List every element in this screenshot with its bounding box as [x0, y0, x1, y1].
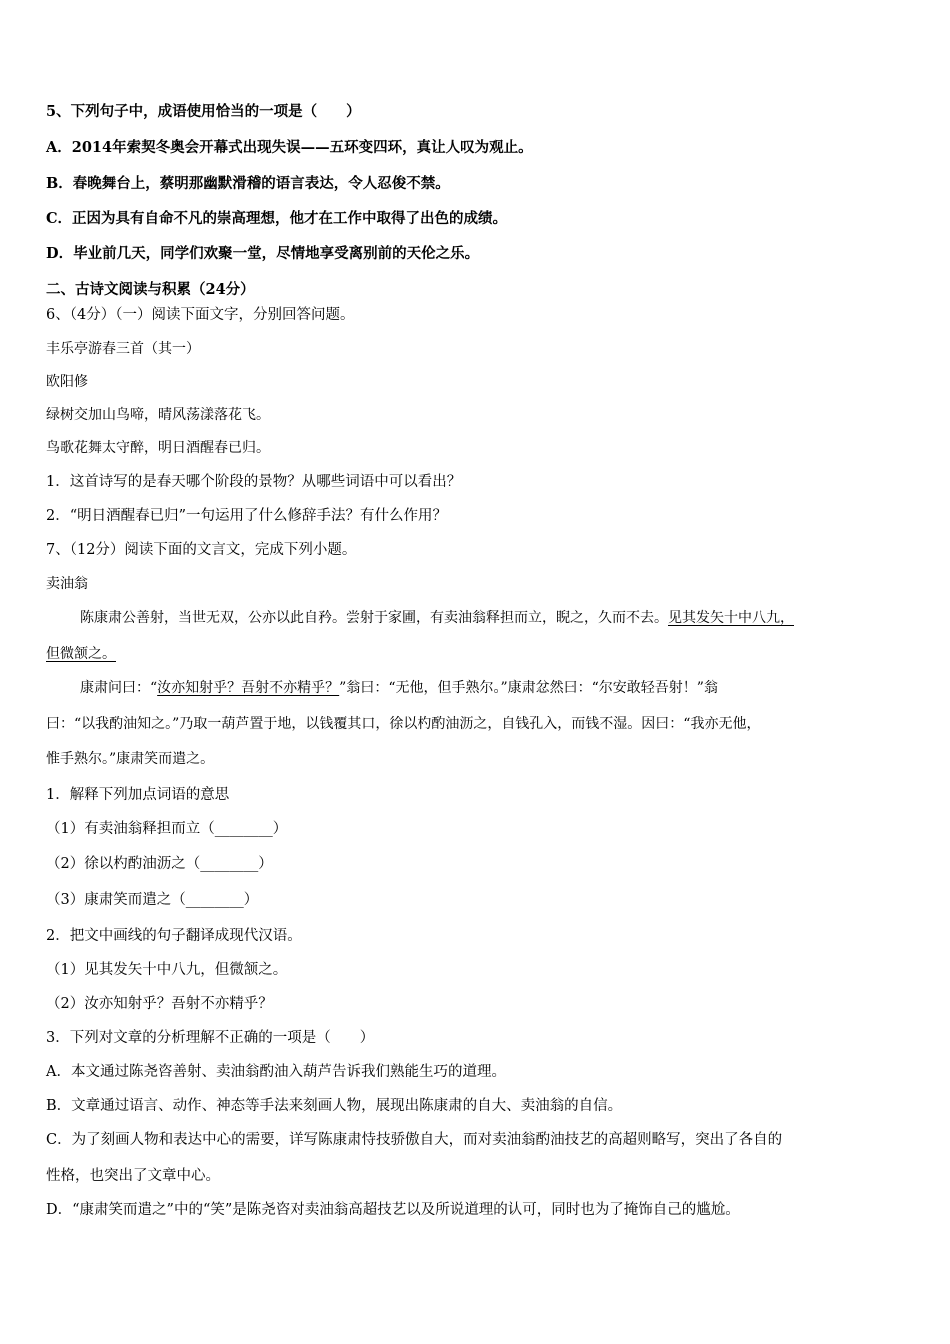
q5-stem: 5、下列句子中，成语使用恰当的一项是（ ） [46, 103, 361, 120]
underlined-sentence-1a: 见其发矢十中八九， [668, 610, 794, 626]
passage-p2-text-b: ”翁曰：“无他，但手熟尔。”康肃忿然曰：“尔安敢轻吾射！”翁 [339, 680, 718, 696]
q7-sub3-option-c-line1: C．为了刻画人物和表达中心的需要，详写陈康肃恃技骄傲自大，而对卖油翁酌油技艺的高超则略写，突出了各自的 [46, 1132, 783, 1148]
passage-p2-line1 [80, 678, 718, 698]
q7-sub3-option-c-line2: 性格，也突出了文章中心。 [46, 1168, 220, 1184]
poem-author: 欧阳修 [46, 374, 88, 390]
underlined-sentence-1b: 但微颔之。 [46, 646, 116, 662]
q7-stem: 7、（12分）阅读下面的文言文，完成下列小题。 [46, 542, 357, 558]
poem-line-2: 鸟歌花舞太守醉，明日酒醒春已归。 [46, 440, 270, 456]
q7-sub3-option-b: B．文章通过语言、动作、神态等手法来刻画人物，展现出陈康肃的自大、卖油翁的自信。 [46, 1098, 623, 1114]
q7-sub1-item-3: （3）康肃笑而遣之（________） [46, 892, 259, 908]
underlined-sentence-2: 汝亦知射乎？吾射不亦精乎？ [157, 680, 340, 696]
passage-p1-line2 [46, 644, 116, 664]
q7-sub2-item-1: （1）见其发矢十中八九，但微颔之。 [46, 962, 288, 978]
poem-line-1: 绿树交加山鸟啼，晴风荡漾落花飞。 [46, 407, 270, 423]
q5-option-a: A．2014年索契冬奥会开幕式出现失误——五环变四环，真让人叹为观止。 [46, 139, 533, 156]
section-heading: 二、古诗文阅读与积累（24分） [46, 281, 255, 298]
passage-p2-text-a: 康肃问曰：“ [80, 680, 158, 696]
q7-sub3-option-a: A．本文通过陈尧咨善射、卖油翁酌油入葫芦告诉我们熟能生巧的道理。 [46, 1064, 506, 1080]
q7-sub2-item-2: （2）汝亦知射乎？吾射不亦精乎？ [46, 996, 273, 1012]
q7-sub2-stem: 2．把文中画线的句子翻译成现代汉语。 [46, 928, 302, 944]
q7-sub1-stem: 1．解释下列加点词语的意思 [46, 787, 230, 803]
passage-p2-line2: 曰：“以我酌油知之。”乃取一葫芦置于地，以钱覆其口，徐以杓酌油沥之，自钱孔入，而钱不湿。因曰：“我亦无他， [46, 716, 761, 732]
poem-title: 丰乐亭游春三首（其一） [46, 341, 200, 357]
passage-p2-line3: 惟手熟尔。”康肃笑而遣之。 [46, 751, 215, 767]
q7-sub3-stem: 3．下列对文章的分析理解不正确的一项是（ ） [46, 1030, 375, 1046]
q5-option-c: C．正因为具有自命不凡的崇高理想，他才在工作中取得了出色的成绩。 [46, 210, 508, 227]
q6-question-2: 2．“明日酒醒春已归”一句运用了什么修辞手法？有什么作用？ [46, 508, 448, 524]
passage-p1-line1 [80, 608, 794, 628]
q7-sub3-option-d: D．“康肃笑而遣之”中的“笑”是陈尧咨对卖油翁高超技艺以及所说道理的认可，同时也为了掩饰自己的尴尬。 [46, 1202, 740, 1218]
q5-option-b: B．春晚舞台上，蔡明那幽默滑稽的语言表达，令人忍俊不禁。 [46, 175, 450, 192]
q6-question-1: 1．这首诗写的是春天哪个阶段的景物？从哪些词语中可以看出？ [46, 474, 462, 490]
q7-sub1-item-2: （2）徐以杓酌油沥之（________） [46, 856, 273, 872]
q5-option-d: D．毕业前几天，同学们欢聚一堂，尽情地享受离别前的天伦之乐。 [46, 245, 480, 262]
passage-p1-plain: 陈康肃公善射，当世无双，公亦以此自矜。尝射于家圃，有卖油翁释担而立，睨之，久而不去。 [80, 610, 668, 626]
q7-sub1-item-1: （1）有卖油翁释担而立（________） [46, 821, 288, 837]
passage-title: 卖油翁 [46, 576, 88, 592]
q6-stem: 6、（4分）（一）阅读下面文字，分别回答问题。 [46, 307, 355, 323]
